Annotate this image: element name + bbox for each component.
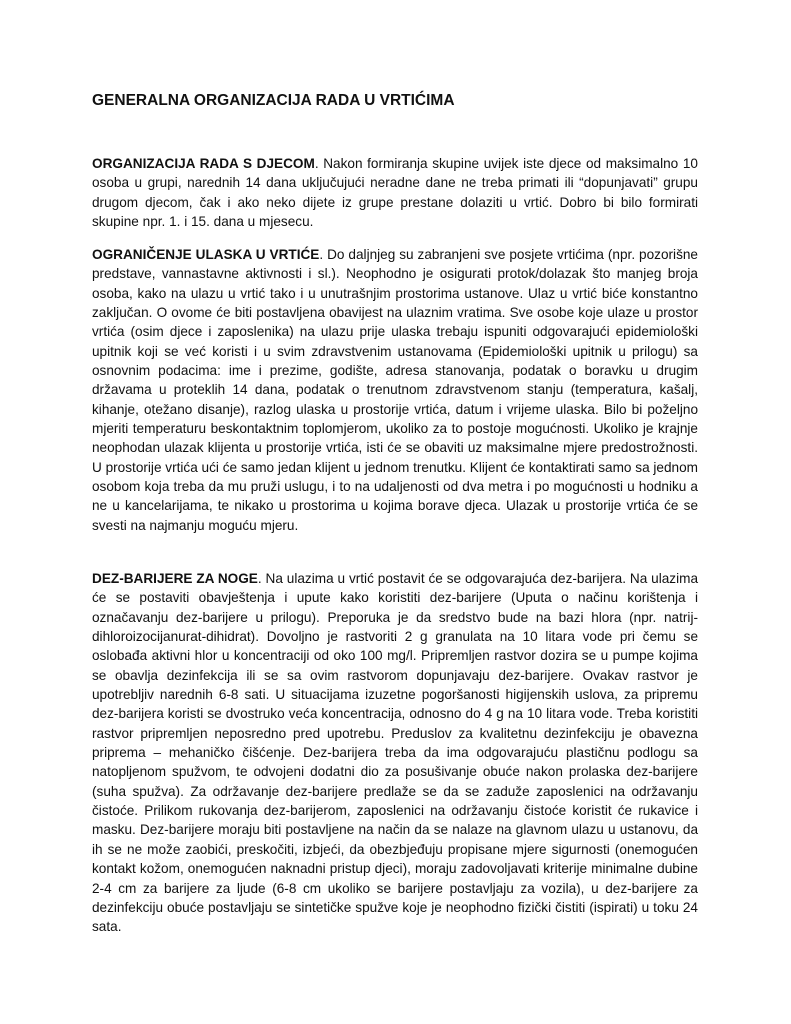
document-title: GENERALNA ORGANIZACIJA RADA U VRTIĆIMA (92, 92, 455, 109)
section-heading: ORGANIZACIJA RADA S DJECOM (92, 156, 315, 171)
section-organizacija-rada (92, 154, 698, 231)
section-body: . Do daljnjeg su zabranjeni sve posjete vrtićima (npr. pozorišne predstave, vannastavne aktivnosti i sl.). Neophodno je osigurati protok/dolazak što manjeg broja osoba, kako na ulazu u vrtić tako i u unutrašnjim prostorima ustanove. Ulaz u vrtić biće konstantno zaključan. O ovome će biti postavljena obavijest na ulaznim vratima. Sve osobe koje ulaze u prostor vrtića (osim djece i zaposlenika) na ulazu prije ulaska trebaju ispuniti odgovarajući epidemiološki upitnik koji se već koristi i u svim zdravstvenim ustanovama (Epidemiološki upitnik u prilogu) sa osnovnim podacima: ime i prezime, godište, adresa stanovanja, podatak o boravku u drugim državama u proteklih 14 dana, podatak o trenutnom zdravstvenom stanju (temperatura, kašalj, kihanje, otežano disanje), razlog ulaska u prostorije vrtića, datum i vrijeme ulaska. Bilo bi poželjno mjeriti temperaturu beskontaktnim toplomjerom, ukoliko za to postoje mogućnosti. Ukoliko je krajnje neophodan ulazak klijenta u prostorije vrtića, isti će se obaviti uz maksimalne mjere predostrožnosti. U prostorije vrtića ući će samo jedan klijent u jednom trenutku. Klijent će kontaktirati samo sa jednom osobom koja treba da mu pruži uslugu, i to na udaljenosti od dva metra i po mogućnosti u hodniku a ne u kancelarijama, te nikako u prostorima u kojima borave djeca. Ulazak u prostorije vrtića će se svesti na najmanju moguću mjeru. (92, 247, 698, 533)
section-heading: DEZ-BARIJERE ZA NOGE (92, 571, 258, 586)
section-ogranicenje-ulaska (92, 245, 698, 535)
section-body: . Na ulazima u vrtić postavit će se odgovarajuća dez-barijera. Na ulazima će se postaviti obavještenja i upute kako koristiti dez-barijere (Uputa o načinu korištenja i označavanju dez-barijere u prilogu). Preporuka je da sredstvo bude na bazi hlora (npr. natrij-dihloroizocijanurat-dihidrat). Dovoljno je rastvoriti 2 g granulata na 10 litara vode pri čemu se oslobađa aktivni hlor u koncentraciji od oko 100 mg/l. Pripremljen rastvor dozira se u pumpe kojima se obavlja dezinfekcija ili se sa ovim rastvorom dopunjavaju dez-barijere. Ovakav rastvor je upotrebljiv narednih 6-8 sati. U situacijama izuzetne pogoršanosti higijenskih uslova, za pripremu dez-barijera koristi se dvostruko veća koncentracija, odnosno do 4 g na 10 litara vode. Treba koristiti rastvor pripremljen neposredno pred upotrebu. Preduslov za kvalitetnu dezinfekciju je obavezna priprema – mehaničko čišćenje. Dez-barijera treba da ima odgovarajuću plastičnu podlogu sa natopljenom spužvom, te odvojeni dodatni dio za posušivanje obuće nakon prolaska dez-barijere (suha spužva). Za održavanje dez-barijere predlaže se da se zaduže zaposlenici na održavanju čistoće. Prilikom rukovanja dez-barijerom, zaposlenici na održavanju čistoće koristit će rukavice i masku. Dez-barijere moraju biti postavljene na način da se nalaze na glavnom ulazu u ustanovu, da ih se ne može zaobići, preskočiti, izbjeći, da obezbjeđuju propisane mjere sigurnosti (onemogućen kontakt kožom, onemogućen naknadni pristup djeci), moraju zadovoljavati kriterije minimalne dubine 2-4 cm za barijere za ljude (6-8 cm ukoliko se barijere postavljaju za vozila), u dez-barijere za dezinfekciju obuće postavljaju se sintetičke spužve koje je neophodno fizički čistiti (ispirati) u toku 24 sata. (92, 571, 699, 935)
section-heading: OGRANIČENJE ULASKA U VRTIĆE (92, 247, 320, 262)
section-dez-barijere (92, 569, 698, 937)
section-body: . Nakon formiranja skupine uvijek iste djece od maksimalno 10 osoba u grupi, narednih 14 dana uključujući neradne dane ne treba primati ili “dopunjavati” grupu drugom djecom, čak i ako neko dijete iz grupe prestane dolaziti u vrtić. Dobro bi bilo formirati skupine npr. 1. i 15. dana u mjesecu. (92, 156, 698, 230)
